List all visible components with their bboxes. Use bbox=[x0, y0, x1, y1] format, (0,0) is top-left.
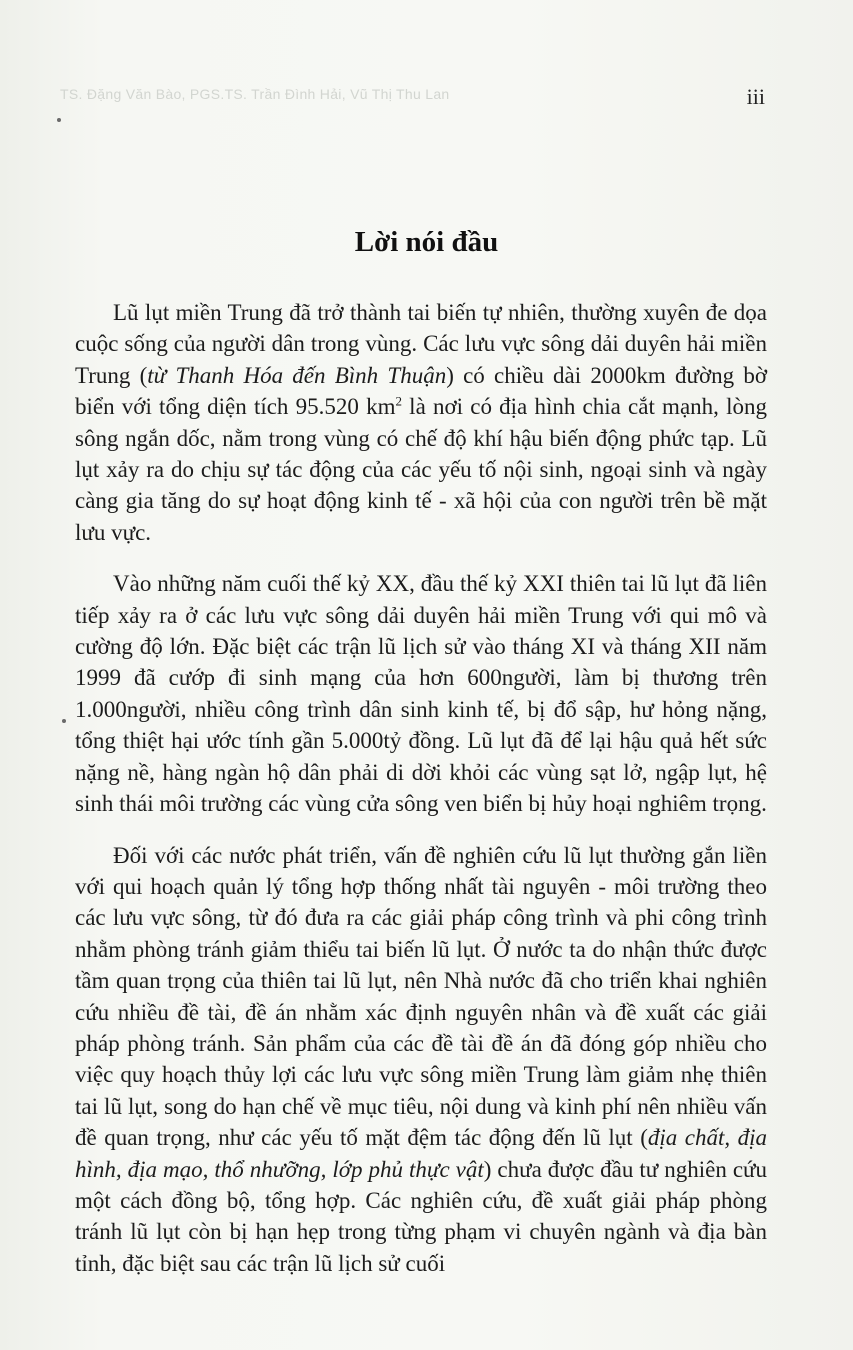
paragraph-1-text-a: Lũ lụt miền Trung đã trở thành tai biến tự nhiên, thường xuyên đe dọa cuộc sống của người dân trong vùng. Các lưu vực sông dải duyên hải miền Trung ( bbox=[75, 300, 767, 388]
speck bbox=[57, 118, 61, 122]
paragraph-3-text-a: Đối với các nước phát triển, vấn đề nghiên cứu lũ lụt thường gắn liền với qui hoạch quản lý tổng hợp thống nhất tài nguyên - môi trường theo các lưu vực sông, từ đó đưa ra các giải pháp công trình và phi công trình nhằm phòng tránh giảm thiểu tai biến lũ lụt. Ở nước ta do nhận thức được tầm quan trọng của thiên tai lũ lụt, nên Nhà nước đã cho triển khai nghiên cứu nhiều đề tài, đề án nhằm xác định nguyên nhân và đề xuất các giải pháp phòng tránh. Sản phẩm của các đề tài đề án đã đóng góp nhiều cho việc quy hoạch thủy lợi các lưu vực sông miền Trung làm giảm nhẹ thiên tai lũ lụt, song do hạn chế về mục tiêu, nội dung và kinh phí nên nhiều vấn đề quan trọng, như các yếu tố mặt đệm tác động đến lũ lụt ( bbox=[75, 842, 767, 1151]
paragraph-3 bbox=[75, 840, 767, 1280]
paragraph-3-text-b: ) chưa được đầu tư nghiên cứu một cách đồng bộ, tổng hợp. Các nghiên cứu, đề xuất giải pháp phòng tránh lũ lụt còn bị hạn hẹp trong từng phạm vi chuyên ngành và địa bàn tỉnh, đặc biệt sau các trận lũ lịch sử cuối bbox=[75, 1156, 767, 1276]
chapter-title: Lời nói đầu bbox=[354, 226, 499, 258]
speck bbox=[62, 719, 66, 723]
paragraph-1-italic: từ Thanh Hóa đến Bình Thuận bbox=[147, 362, 447, 388]
superscript: 2 bbox=[395, 393, 402, 409]
paragraph-3-italic: địa chất, địa hình, địa mạo, thổ nhưỡng, lớp phủ thực vật bbox=[75, 1125, 767, 1182]
paragraph-2: Vào những năm cuối thế kỷ XX, đầu thế kỷ XXI thiên tai lũ lụt đã liên tiếp xảy ra ở các lưu vực sông dải duyên hải miền Trung với qui mô và cường độ lớn. Đặc biệt các trận lũ lịch sử vào tháng XI và tháng XII năm 1999 đã cướp đi sinh mạng của hơn 600người, làm bị thương trên 1.000người, nhiều công trình dân sinh kinh tế, bị đổ sập, hư hỏng nặng, tổng thiệt hại ước tính gần 5.000tỷ đồng. Lũ lụt đã để lại hậu quả hết sức nặng nề, hàng ngàn hộ dân phải di dời khỏi các vùng sạt lở, ngập lụt, hệ sinh thái môi trường các vùng cửa sông ven biển bị hủy hoại nghiêm trọng. bbox=[75, 571, 767, 817]
paragraph-1-text-b: ) có chiều dài 2000km đường bờ biển với tổng diện tích 95.520 km bbox=[75, 362, 768, 420]
paragraph-1 bbox=[75, 297, 767, 548]
page-number: iii bbox=[746, 84, 765, 109]
running-head: TS. Đặng Văn Bào, PGS.TS. Trần Đình Hải, Vũ Thị Thu Lan bbox=[60, 86, 450, 102]
paragraph-1-text-c: là nơi có địa hình chia cắt mạnh, lòng sông ngắn dốc, nằm trong vùng có chế độ khí hậu biến động phức tạp. Lũ lụt xảy ra do chịu sự tác động của các yếu tố nội sinh, ngoại sinh và ngày càng gia tăng do sự hoạt động kinh tế - xã hội của con người trên bề mặt lưu vực. bbox=[75, 394, 767, 545]
body-text bbox=[75, 297, 767, 1299]
